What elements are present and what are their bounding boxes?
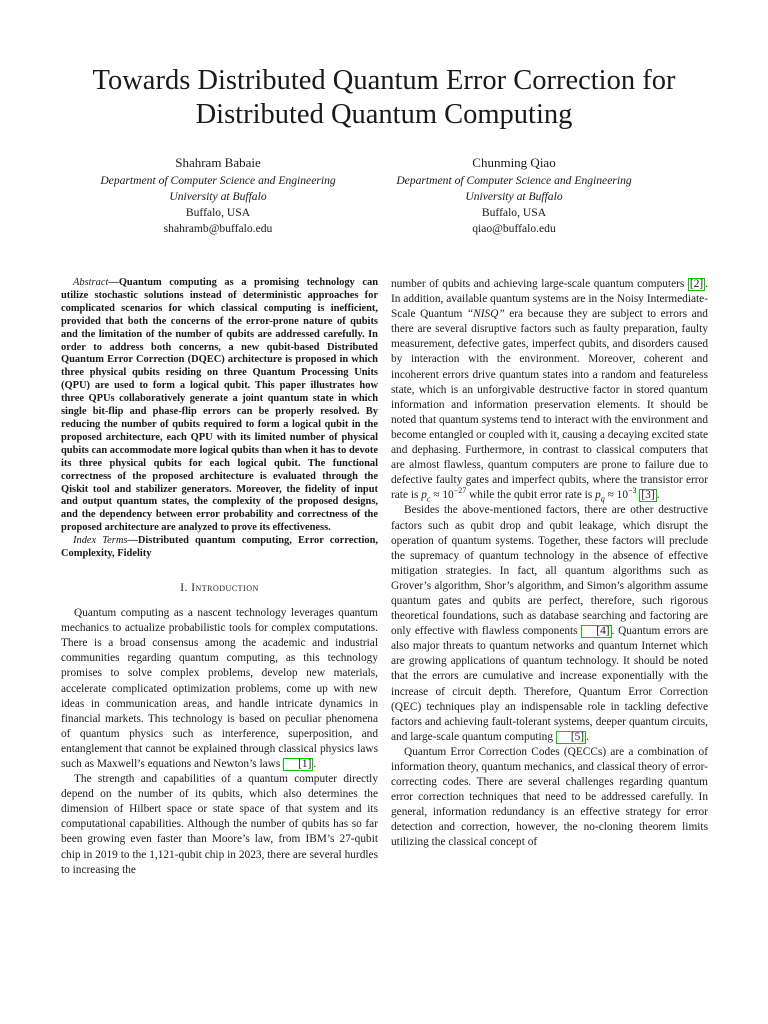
section-title: Introduction: [191, 581, 259, 594]
paragraph-text: while the qubit error rate is: [466, 489, 596, 502]
nisq-term: “NISQ”: [466, 308, 505, 321]
author-university: University at Buffalo: [169, 190, 267, 203]
paragraph-text: .: [313, 757, 317, 770]
paragraph-text: . In addition, available quantum systems are in the Noisy Intermediate-Scale Quantum: [391, 278, 708, 321]
intro-paragraph-2: The strength and capabilities of a quantum computer directly depend on the number of its qubits, which also determines the dimension of Hilbert space or state space of that system and its computational capabilities. Although the number of qubits has so far been growing even faster than Moore’s law, from IBM’s 27-qubit chip in 2019 to the 1,121-qubit chip in 2023, there are several hurdles to increasing the: [61, 773, 378, 876]
author-department: Department of Computer Science and Engineering: [100, 174, 336, 187]
intro-paragraph-3: [391, 503, 708, 745]
paper-title-line-2: Distributed Quantum Computing: [195, 99, 573, 130]
math-relation: ≈ 10: [604, 489, 629, 502]
paragraph-text: .: [586, 730, 589, 743]
abstract-body: —Quantum computing as a promising technology can utilize stochastic solutions instead of deterministic approaches for complicated scenarios for which classical computing is inefficient, provided that both the concerns of the error-prone nature of qubits and the limitation of the number of qubits are addressed carefully. In order to address both concerns, a new qubit-based Distributed Quantum Error Correction (DQEC) architecture is proposed in which three physical qubits residing on three Quantum Processing Units (QPU) are used to form a logical qubit. This paper illustrates how three QPUs collaboratively generate a joint quantum state in which single bit-flip and phase-flip errors can be properly resolved. By reducing the number of qubits required to form a logical qubit in the proposed architecture, each QPU with its limited number of physical qubits can accommodate more logical qubits than when it has to devote its three physical qubits for each logical qubit. The functional correctness of the proposed architecture is evaluated through the Qiskit tool and stabilizer generators. Moreover, the fidelity of input and output quantum states, the complexity of the proposed designs, and the dependency between error probability and correctness of the proposed architecture are analyzed to prove its effectiveness.: [61, 277, 378, 534]
math-symbol: p: [421, 489, 427, 502]
citation-link[interactable]: [4]: [581, 625, 611, 638]
paragraph-text: number of qubits and achieving large-scale quantum computers: [391, 278, 688, 290]
citation-link[interactable]: [3]: [641, 489, 655, 502]
author-email: shahramb@buffalo.edu: [163, 222, 273, 235]
abstract: [61, 277, 378, 535]
qubit-error-rate: [595, 486, 637, 504]
author-email: qiao@buffalo.edu: [472, 222, 556, 235]
paragraph-text: Quantum computing as a nascent technology leverages quantum mechanics to actualize probabilistic tools for complex computations. There is a broad consensus among the academic and industrial communities regarding quantum computing, as this technology promises to solve complex problems, develop new materials, accelerate complicated optimization problems, come up with new ideas in communication areas, and handle intricate dynamics in financial markets. This technology is based on peculiar phenomena of quantum physics such as interference, superposition, and entanglement that cannot be explained through classical physics laws such as Maxwell’s equations and Newton’s laws: [61, 607, 378, 770]
author-university: University at Buffalo: [465, 190, 563, 203]
author-department: Department of Computer Science and Engineering: [396, 174, 632, 187]
section-number: I.: [180, 581, 188, 594]
math-exponent: −3: [628, 486, 637, 496]
intro-paragraph-4: Quantum Error Correction Codes (QECCs) are a combination of information theory, quantum mechanics, and classical theory of error-correcting codes. There are several challenges regarding quantum error correction techniques that need to be addressed carefully. In general, information redundancy is an effective strategy for error detection and correction, however, the no-cloning theorem limits utilizing the classical concept of: [391, 745, 708, 849]
author-block-1: [53, 154, 383, 237]
citation-link[interactable]: [2]: [689, 278, 704, 290]
math-symbol: p: [595, 489, 601, 502]
abstract-lead: Abstract: [73, 277, 109, 288]
author-name: Shahram Babaie: [175, 155, 261, 170]
index-terms: [61, 535, 378, 561]
paper-title-line-1: Towards Distributed Quantum Error Correction for: [92, 65, 676, 96]
citation-link[interactable]: [1]: [283, 758, 313, 771]
paper-title: [40, 64, 728, 132]
right-column: [391, 277, 708, 851]
author-block-2: [349, 154, 679, 237]
citation-link[interactable]: [5]: [556, 731, 586, 744]
left-column: [61, 277, 378, 878]
intro-paragraph-1: [61, 606, 378, 772]
math-subscript: q: [600, 494, 605, 504]
paragraph-text: . Quantum errors are also major threats to quantum networks and quantum Internet which are growing applications of quantum technology. It should be noted that the errors are cumulative and increase exponentially with the increase of circuit depth. Therefore, Quantum Error Correction (QEC) techniques play an indispensable role in tackling defective factors and achieving fault-tolerant systems, deeper quantum circuits, and large-scale quantum computing: [391, 625, 708, 743]
index-terms-body: —Distributed quantum computing, Error correction, Complexity, Fidelity: [61, 535, 378, 560]
transistor-error-rate: [421, 486, 467, 504]
index-terms-lead: Index Terms: [73, 535, 128, 547]
section-heading-introduction: [61, 581, 378, 596]
author-location: Buffalo, USA: [481, 206, 547, 219]
math-subscript: c: [426, 494, 431, 504]
intro-paragraph-2-continued: [391, 277, 708, 503]
paragraph-text: .: [656, 489, 660, 502]
math-relation: ≈ 10: [430, 489, 454, 502]
math-exponent: −27: [453, 486, 467, 496]
author-location: Buffalo, USA: [185, 206, 251, 219]
paragraph-text: era because they are subject to errors and there are several disruptive factors such as faulty preparation, faulty measurement, defective gates, imperfect qubits, and disorders caused by interaction with the environment. Moreover, coherent and incoherent errors drive quantum states into a random and featureless state, which is an unforgivable destructive factor in stored quantum information and information preservation elements. It should be noted that quantum systems tend to interact with the environment and become entangled or coupled with it, causing a decaying excited state and dephasing. Furthermore, in contrast to classical computers that are almost flawless, quantum computers are prone to failure due to defective faulty gates and imperfect qubits, where the transistor error rate is: [391, 308, 708, 502]
author-name: Chunming Qiao: [472, 155, 556, 170]
paragraph-text: Besides the above-mentioned factors, there are other destructive factors such as qubit drop and qubit leakage, which disrupt the operation of quantum systems. Together, these factors will preclude the supremacy of quantum technology in the absence of effective mitigation strategies. In fact, all quantum algorithms such as Grover’s algorithm, Shor’s algorithm, and Simon’s algorithm assume quantum gates and qubits are perfect, therefore, such rigorous theoretical foundations, such as database searching and factoring are only effective with flawless components: [391, 504, 708, 638]
